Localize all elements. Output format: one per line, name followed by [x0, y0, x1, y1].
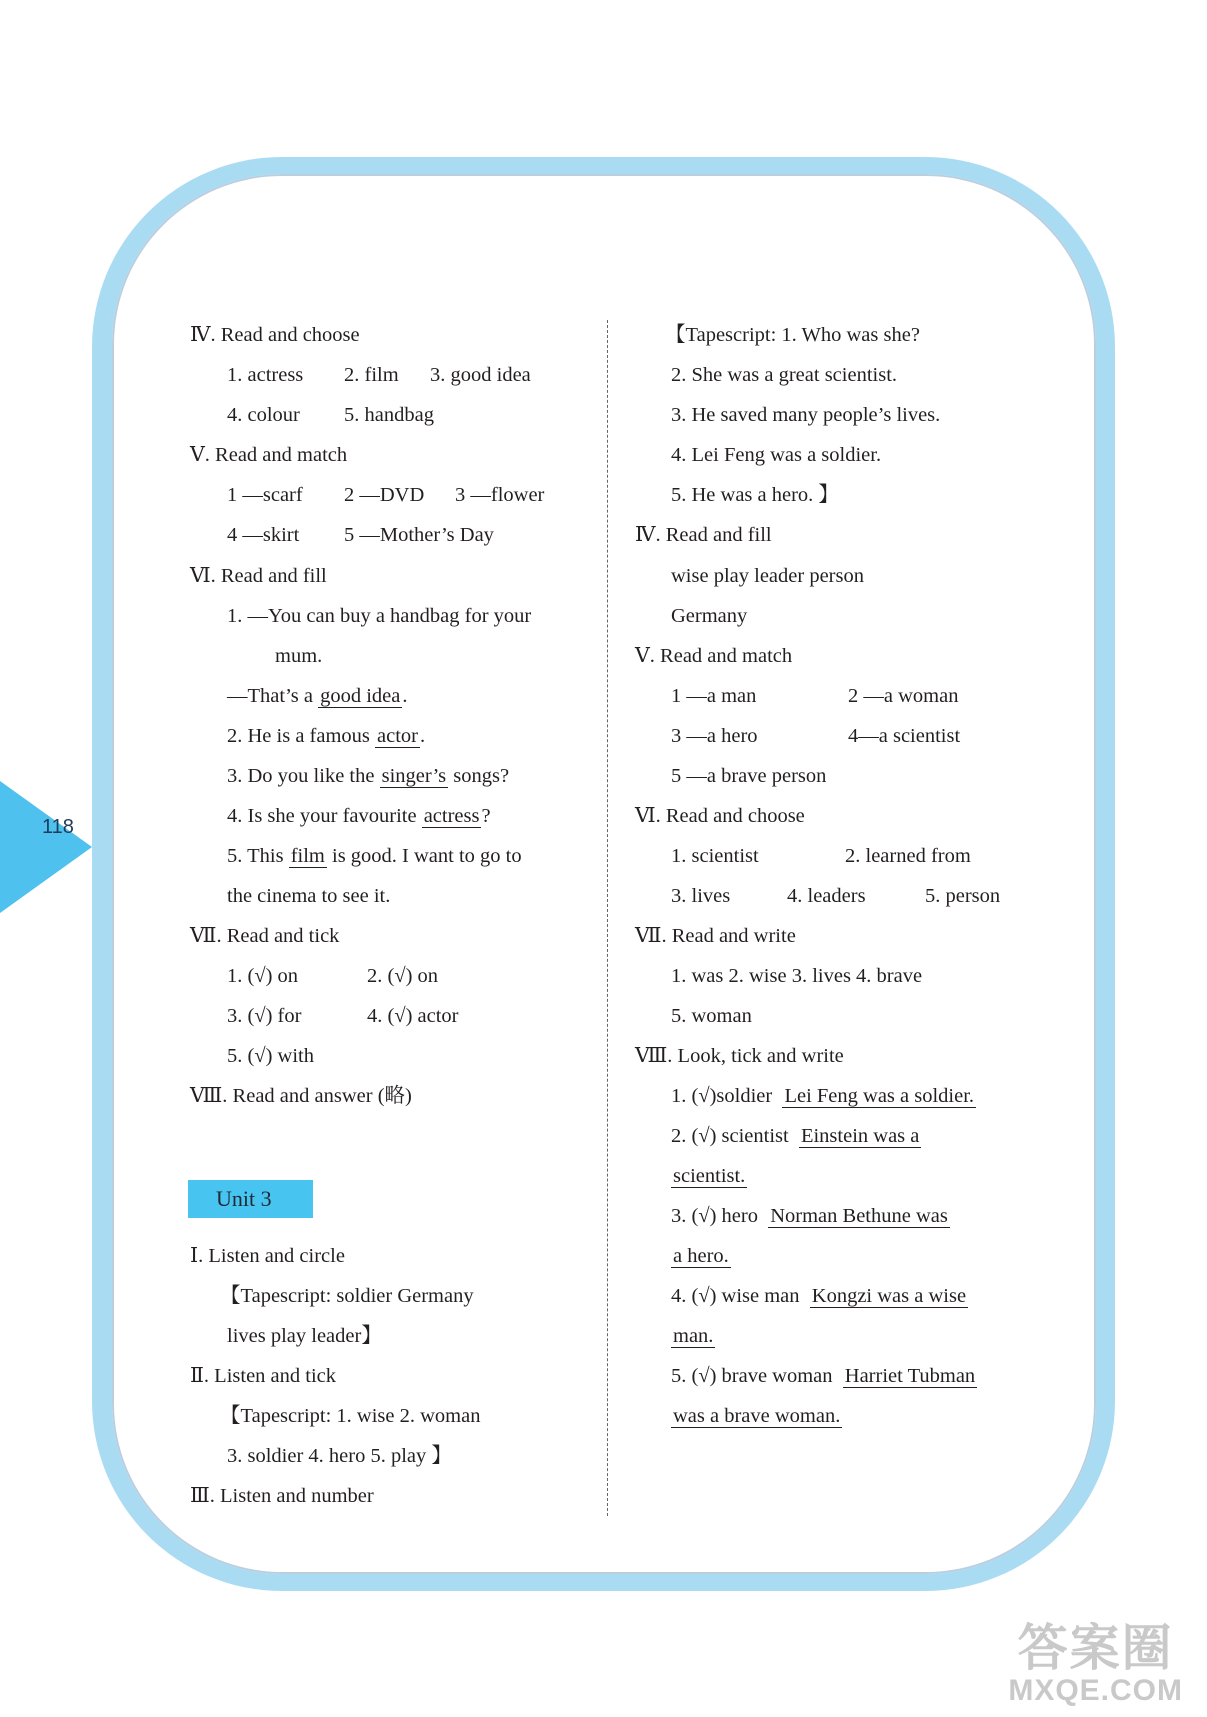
answer-item: 4. leaders [787, 885, 866, 907]
answer-item: 2. (√) scientist Einstein was a [671, 1125, 920, 1147]
answer-item: 3 —flower [455, 484, 545, 506]
tapescript: 【Tapescript: 1. wise 2. woman [220, 1405, 481, 1427]
answer-item [671, 1323, 715, 1349]
section-heading: Ⅷ. Look, tick and write [635, 1045, 844, 1067]
written-answer: scientist. [673, 1165, 746, 1187]
tapescript: 【Tapescript: soldier Germany [220, 1285, 474, 1307]
answer-item: 1. was 2. wise 3. lives 4. brave [671, 965, 923, 987]
page-number: 118 [42, 816, 74, 838]
answer-item: 5. (√) brave woman Harriet Tubman [671, 1365, 976, 1387]
answer-item [671, 1243, 731, 1269]
answer-item: 3. (√) hero Norman Bethune was [671, 1205, 948, 1227]
section-heading: Ⅲ. Listen and number [190, 1485, 374, 1507]
answer-item: 1 —scarf [227, 484, 303, 506]
unit-badge: Unit 3 [188, 1180, 313, 1218]
answer-item: mum. [275, 645, 323, 667]
answer-item: 5. handbag [344, 404, 434, 426]
answer-item: 2 —DVD [344, 484, 425, 506]
filled-answer: film [290, 845, 325, 867]
watermark-url: MXQE.COM [1008, 1674, 1183, 1707]
answer-item: 2. (√) on [367, 965, 439, 987]
section-heading: Ⅶ. Read and write [635, 925, 796, 947]
column-divider [607, 320, 608, 1516]
written-answer: Lei Feng was a soldier. [784, 1085, 975, 1107]
answer-item: 3. (√) for [227, 1005, 302, 1027]
answer-item: 2. learned from [845, 845, 971, 867]
answer-item: 1 —a man [671, 685, 757, 707]
page-number-tab [0, 781, 92, 913]
answer-item: 3 —a hero [671, 725, 758, 747]
written-answer: was a brave woman. [673, 1405, 841, 1427]
answer-item: 4 —skirt [227, 524, 300, 546]
answer-item: 5 —a brave person [671, 765, 827, 787]
answer-item: 1. (√)soldier Lei Feng was a soldier. [671, 1085, 975, 1107]
section-heading: Ⅳ. Read and fill [635, 524, 772, 546]
answer-item: 3. lives [671, 885, 731, 907]
answer-item: 5. person [925, 885, 1001, 907]
answer-item: 1. actress [227, 364, 304, 386]
tapescript: 5. He was a hero. 】 [671, 484, 839, 506]
answer-item: 4. Is she your favourite actress? [227, 805, 491, 827]
section-heading: Ⅶ. Read and tick [190, 925, 340, 947]
watermark-logo: 答案圈 [1017, 1620, 1174, 1676]
answer-item: 3. Do you like the singer’s songs? [227, 765, 510, 787]
answer-item: 4. (√) actor [367, 1005, 459, 1027]
answer-item [671, 1163, 747, 1189]
answer-item: 4. colour [227, 404, 300, 426]
tapescript: 3. He saved many people’s lives. [671, 404, 941, 426]
written-answer: Kongzi was a wise [811, 1285, 967, 1307]
section-heading: Ⅴ. Read and match [635, 645, 793, 667]
answer-item: the cinema to see it. [227, 885, 391, 907]
section-heading: Ⅱ. Listen and tick [190, 1365, 337, 1387]
answer-item: 1. scientist [671, 845, 759, 867]
answer-item: 4—a scientist [848, 725, 961, 747]
answer-item: 2. He is a famous actor. [227, 725, 426, 747]
section-heading: Ⅵ. Read and fill [190, 565, 327, 587]
answer-item: 2 —a woman [848, 685, 959, 707]
tapescript: 【Tapescript: 1. Who was she? [665, 324, 920, 346]
answer-item: 1. (√) on [227, 965, 299, 987]
filled-answer: actor [377, 725, 419, 747]
tapescript: 2. She was a great scientist. [671, 364, 898, 386]
section-heading: Ⅵ. Read and choose [635, 805, 805, 827]
answer-item: 5. (√) with [227, 1045, 314, 1067]
written-answer: Norman Bethune was [770, 1205, 948, 1227]
tapescript: lives play leader】 [227, 1325, 382, 1347]
answer-item: 4. (√) wise man Kongzi was a wise [671, 1285, 967, 1307]
answer-item: 5. woman [671, 1005, 752, 1027]
written-answer: a hero. [673, 1245, 729, 1267]
tapescript: 3. soldier 4. hero 5. play 】 [227, 1445, 452, 1467]
written-answer: Harriet Tubman [844, 1365, 976, 1387]
filled-answer: good idea [320, 685, 401, 707]
answer-item: —That’s a good idea. [227, 685, 408, 707]
answer-item: 3. good idea [430, 364, 531, 386]
answer-item: Germany [671, 605, 748, 627]
watermark [1008, 1621, 1183, 1707]
answer-item [671, 1403, 842, 1429]
written-answer: man. [673, 1325, 714, 1347]
filled-answer: actress [423, 805, 480, 827]
tapescript: 4. Lei Feng was a soldier. [671, 444, 882, 466]
answer-item: 1. —You can buy a handbag for your [227, 605, 532, 627]
section-heading: Ⅳ. Read and choose [190, 324, 360, 346]
answer-item: wise play leader person [671, 565, 864, 587]
filled-answer: singer’s [381, 765, 447, 787]
written-answer: Einstein was a [800, 1125, 920, 1147]
section-heading: Ⅷ. Read and answer (略) [190, 1085, 412, 1107]
answer-item: 5. This film is good. I want to go to [227, 845, 522, 867]
answer-item: 5 —Mother’s Day [344, 524, 494, 546]
section-heading: Ⅰ. Listen and circle [190, 1245, 345, 1267]
section-heading: Ⅴ. Read and match [190, 444, 348, 466]
answer-item: 2. film [344, 364, 399, 386]
